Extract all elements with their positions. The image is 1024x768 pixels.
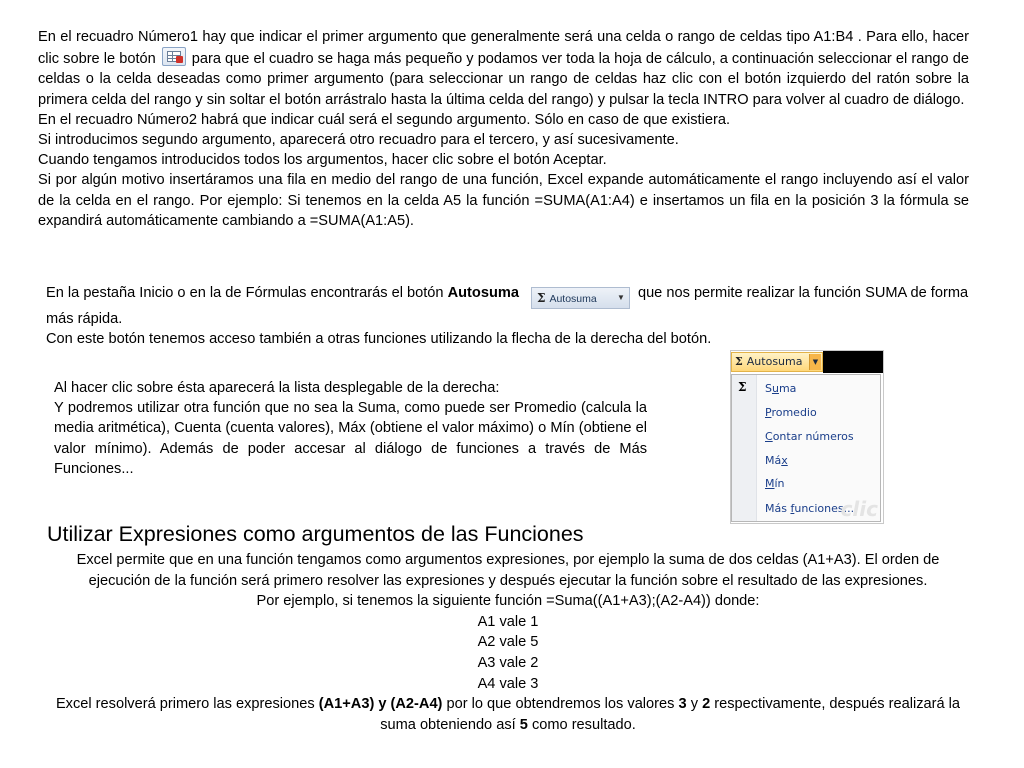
autosuma-text-b: que nos permite realizar la función SUMA de forma más rápida.	[46, 285, 969, 327]
dropdown-paragraph	[54, 378, 647, 479]
expressions-body	[48, 550, 968, 735]
autosuma-flecha: Con este botón tenemos acceso también a otras funciones utilizando la flecha de la derecha del botón.	[46, 331, 712, 348]
text-numero1-a: En el recuadro Número1 hay que indicar el primer argumento que generalmente será una celda o rango de celdas tipo A1:B4 . Para ello, hacer clic sobre le botón	[38, 29, 969, 68]
collapse-dialog-icon	[162, 47, 186, 66]
autosuma-intro	[46, 283, 976, 329]
chevron-down-icon: ▼	[617, 293, 625, 302]
result-paragraph: Excel resolverá primero las expresiones (A1+A3) y (A2-A4) por lo que obtendremos los valores 3 y 2 respectivamente, después realizará la suma obteniendo así 5 como resultado.	[55, 696, 961, 733]
autosuma-button-label: Autosuma	[549, 293, 597, 305]
paragraph-aceptar: Cuando tengamos introducidos todos los argumentos, hacer clic sobre el botón Aceptar.	[38, 152, 607, 169]
menu-item-max[interactable]: Máx	[765, 454, 788, 467]
sigma-icon: Σ	[536, 291, 546, 305]
autosuma-label: Autosuma	[746, 355, 803, 368]
watermark-logo: clic	[840, 497, 878, 521]
value-a3: A3 vale 2	[477, 654, 539, 671]
sigma-icon: Σ	[735, 355, 743, 368]
dropdown-header	[731, 351, 883, 373]
dropdown-arrow-icon[interactable]: ▼	[809, 354, 821, 370]
intro-paragraph	[38, 27, 969, 231]
value-a1: A1 vale 1	[477, 613, 539, 630]
section-heading: Utilizar Expresiones como argumentos de las Funciones	[47, 522, 584, 546]
text-numero1-b: para que el cuadro se haga más pequeño y podamos ver toda la hoja de cálculo, a continuación seleccionar el rango de celdas o la celda deseadas como primer argumento (para seleccionar un rango de celdas haz clic con el botón izquierdo del ratón sobre la primera celda del rango y sin soltar el botón arrástralo hasta la última celda del rango) y pulsar la tecla INTRO para volver al cuadro de diálogo.	[38, 51, 969, 108]
expressions-paragraph: Excel permite que en una función tengamos como argumentos expresiones, por ejemplo la suma de dos celdas (A1+A3). El orden de ejecución de la función será primero resolver las expresiones y después ejecutar la función sobre el resultado de las expresiones.	[76, 552, 940, 589]
menu-item-contar-numeros[interactable]: Contar números	[765, 430, 854, 443]
value-a4: A4 vale 3	[477, 675, 539, 692]
sigma-icon: Σ	[738, 380, 747, 394]
autosuma-dropdown-screenshot	[730, 350, 884, 524]
menu-item-min[interactable]: Mín	[765, 477, 785, 490]
autosuma-paragraph	[46, 283, 976, 349]
autosuma-split-button[interactable]	[731, 352, 823, 372]
dropdown-intro: Al hacer clic sobre ésta aparecerá la lista desplegable de la derecha:	[54, 380, 500, 396]
autosuma-button-image	[531, 287, 630, 309]
menu-item-suma[interactable]: Suma	[765, 382, 797, 395]
paragraph-segundo-argumento: Si introducimos segundo argumento, aparecerá otro recuadro para el tercero, y así sucesivamente.	[38, 132, 679, 149]
value-a2: A2 vale 5	[477, 634, 539, 651]
autosuma-bold: Autosuma	[447, 285, 519, 301]
autosuma-menu	[731, 374, 881, 522]
menu-item-mas-funciones[interactable]: Más funciones...	[765, 502, 855, 515]
paragraph-numero2: En el recuadro Número2 habrá que indicar cuál será el segundo argumento. Sólo en caso de que existiera.	[38, 111, 731, 128]
paragraph-numero1	[38, 27, 969, 110]
example-formula: Por ejemplo, si tenemos la siguiente función =Suma((A1+A3);(A2-A4)) donde:	[256, 593, 760, 610]
dropdown-description: Y podremos utilizar otra función que no sea la Suma, como puede ser Promedio (calcula la media aritmética), Cuenta (cuenta valores), Máx (obtiene el valor máximo) o Mín (obtiene el valor mínimo). Además de poder accesar al diálogo de funciones a través de Más Funciones...	[54, 400, 647, 477]
paragraph-expande-rango: Si por algún motivo insertáramos una fila en medio del rango de una función, Excel expande automáticamente el rango incluyendo así el valor de la celda en el rango. Por ejemplo: Si tenemos en la celda A5 la función =SUMA(A1:A4) e insertamos un fila en la posición 3 la fórmula se expandirá automáticamente cambiando a =SUMA(A1:A5).	[38, 172, 969, 229]
menu-item-promedio[interactable]: Promedio	[765, 406, 817, 419]
autosuma-text-a: En la pestaña Inicio o en la de Fórmulas encontrarás el botón	[46, 285, 444, 301]
